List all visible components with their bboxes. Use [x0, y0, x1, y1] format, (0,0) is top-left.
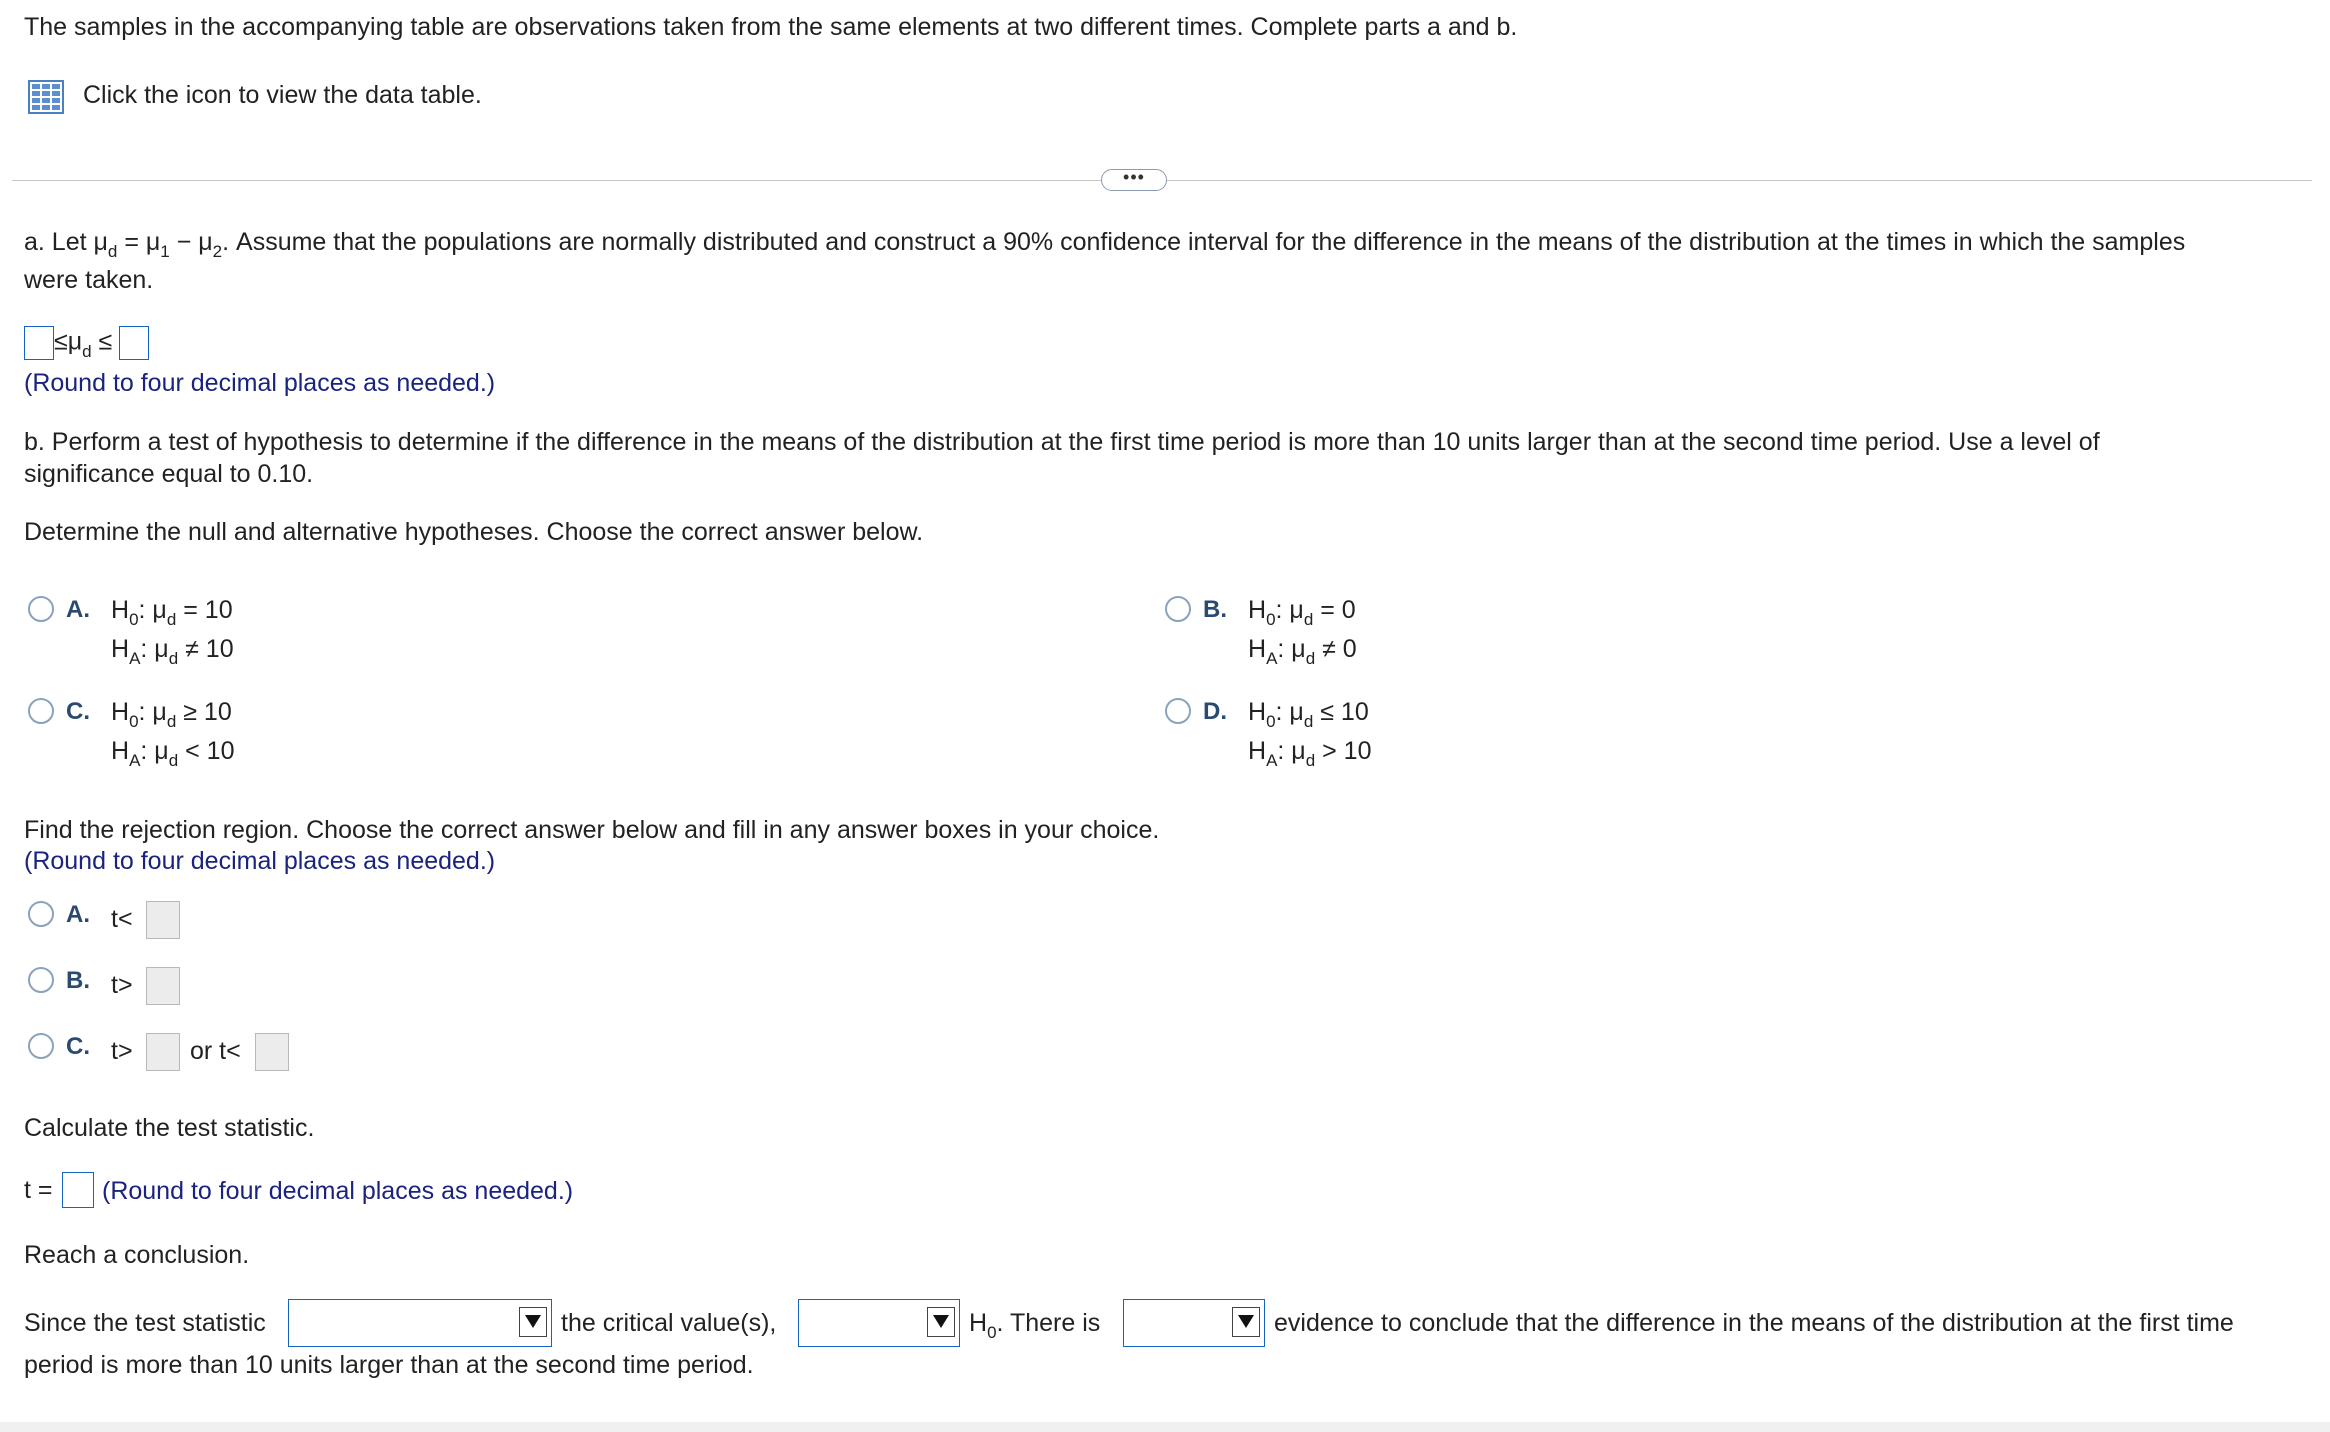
rej-option-b-text: t> [111, 971, 133, 999]
conclusion-line2: period is more than 10 units larger than at the second time period. [24, 1351, 754, 1379]
rej-option-b-radio[interactable] [28, 967, 54, 993]
rej-option-b-letter: B. [66, 967, 90, 994]
rej-option-b-input[interactable] [146, 967, 180, 1005]
rej-option-a-text: t< [111, 905, 133, 933]
rej-option-a-radio[interactable] [28, 901, 54, 927]
rej-option-a-letter: A. [66, 901, 90, 928]
conclusion-prompt: Reach a conclusion. [24, 1241, 250, 1269]
hyp-option-c-radio[interactable] [28, 698, 54, 724]
confidence-interval-row: $\le\mu_d$ ≤ [24, 326, 149, 360]
part-a-question: a. Let $\mu_d = \mu_1 - \mu_2$. Assume that the populations are normally distributed and construct a 90% confidence interval for the difference in the means of the distribution at the times in which the samples [24, 228, 2186, 261]
rej-option-c-radio[interactable] [28, 1033, 54, 1059]
hyp-option-b-radio[interactable] [1165, 596, 1191, 622]
chevron-down-icon [1232, 1307, 1260, 1337]
conclusion-evidence-text: evidence to conclude that the difference in the means of the distribution at the first time [1274, 1309, 2234, 1337]
rej-option-c-input-lower[interactable] [255, 1033, 289, 1071]
test-statistic-prompt: Calculate the test statistic. [24, 1114, 315, 1142]
comparison-dropdown[interactable] [288, 1299, 552, 1347]
part-a-round-note: (Round to four decimal places as needed.) [24, 369, 496, 397]
hyp-option-a-h0: $H_0$: $\mu_d = 10$ [111, 596, 233, 629]
hyp-option-b-h0: $H_0$: $\mu_d = 0$ [1248, 596, 1356, 629]
t-label: t = [24, 1176, 53, 1204]
hyp-option-d-ha: $H_A$: $\mu_d > 10$ [1248, 737, 1372, 770]
part-a-question-line2: were taken. [24, 266, 154, 294]
part-b-question-line2: significance equal to 0.10. [24, 460, 314, 488]
t-round-note: (Round to four decimal places as needed.) [102, 1177, 574, 1205]
hyp-option-c-h0: $H_0$: $\mu_d \ge 10$ [111, 698, 232, 731]
hyp-option-d-h0: $H_0$: $\mu_d \le 10$ [1248, 698, 1369, 731]
hyp-option-a-ha: $H_A$: $\mu_d \ne 10$ [111, 635, 234, 668]
conclusion-critical-text: the critical value(s), [561, 1309, 777, 1337]
data-table-link[interactable]: Click the icon to view the data table. [83, 81, 482, 109]
conclusion-since-text: Since the test statistic [24, 1309, 266, 1337]
ci-lower-input[interactable] [24, 326, 54, 360]
rejection-prompt: Find the rejection region. Choose the correct answer below and fill in any answer boxes in your choice. [24, 816, 1160, 844]
rej-option-c-text: t> [111, 1037, 133, 1065]
rej-option-c-text2: or t< [190, 1037, 241, 1065]
rej-option-c-letter: C. [66, 1033, 90, 1060]
rej-option-a-input[interactable] [146, 901, 180, 939]
evidence-dropdown[interactable] [1123, 1299, 1265, 1347]
ci-upper-input[interactable] [119, 326, 149, 360]
data-table-icon[interactable] [28, 80, 64, 114]
hyp-option-a-letter: A. [66, 596, 90, 623]
hyp-option-d-radio[interactable] [1165, 698, 1191, 724]
rej-option-c-input-upper[interactable] [146, 1033, 180, 1071]
hyp-option-b-ha: $H_A$: $\mu_d \ne 0$ [1248, 635, 1357, 668]
hyp-option-d-letter: D. [1203, 698, 1227, 725]
hyp-option-c-ha: $H_A$: $\mu_d < 10$ [111, 737, 235, 770]
hyp-option-a-radio[interactable] [28, 596, 54, 622]
chevron-down-icon [927, 1307, 955, 1337]
part-b-question: b. Perform a test of hypothesis to determine if the difference in the means of the distribution at the first time period is more than 10 units larger than at the second time period. Use a level of [24, 428, 2100, 456]
t-statistic-input[interactable] [62, 1172, 94, 1208]
intro-text: The samples in the accompanying table are observations taken from the same elements at two different times. Complete parts a and b. [24, 13, 1518, 41]
more-button[interactable]: ••• [1101, 169, 1167, 191]
conclusion-h0-text: $H_0$. There is [969, 1309, 1101, 1342]
chevron-down-icon [519, 1307, 547, 1337]
hyp-option-b-letter: B. [1203, 596, 1227, 623]
reject-dropdown[interactable] [798, 1299, 960, 1347]
rejection-round-note: (Round to four decimal places as needed.) [24, 847, 496, 875]
bottom-bar [0, 1422, 2330, 1432]
hyp-option-c-letter: C. [66, 698, 90, 725]
hypotheses-prompt: Determine the null and alternative hypotheses. Choose the correct answer below. [24, 518, 924, 546]
